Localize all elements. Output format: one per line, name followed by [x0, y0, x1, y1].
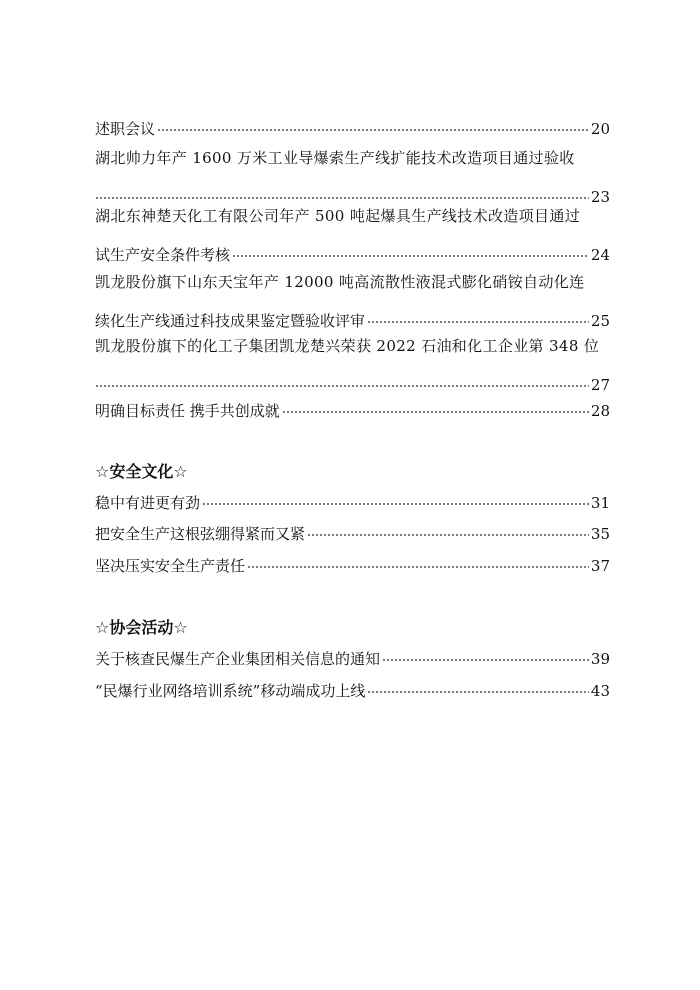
dot-leader: [232, 240, 589, 260]
toc-entry-page: 23: [590, 188, 610, 206]
toc-entry-title: 关于核查民爆生产企业集团相关信息的通知: [95, 650, 381, 668]
toc-entry-title: 坚决压实安全生产责任: [95, 557, 246, 575]
section-heading-association-activities: ☆协会活动☆: [95, 618, 188, 637]
toc-entry-title: 湖北帅力年产 1600 万米工业导爆索生产线扩能技术改造项目通过验收: [95, 149, 575, 167]
toc-entry-title: 湖北东神楚天化工有限公司年产 500 吨起爆具生产线技术改造项目通过: [95, 207, 581, 225]
dot-leader: [307, 519, 589, 539]
toc-entry-title: 凯龙股份旗下山东天宝年产 12000 吨高流散性液混式膨化硝铵自动化连: [95, 273, 585, 291]
toc-entry-title: “民爆行业网络培训系统”移动端成功上线: [95, 682, 366, 700]
dot-leader: [157, 114, 589, 134]
toc-entry[interactable]: [95, 206, 610, 264]
toc-entry[interactable]: [95, 519, 610, 543]
toc-entry-page: 43: [590, 682, 610, 700]
toc-entry[interactable]: [95, 148, 610, 206]
toc-entry-title: 明确目标责任 携手共创成就: [95, 402, 280, 420]
toc-entry-page: 37: [590, 557, 610, 575]
toc-entry[interactable]: [95, 551, 610, 575]
toc-entry[interactable]: [95, 272, 610, 330]
toc-entry-title-cont: 续化生产线通过科技成果鉴定暨验收评审: [95, 312, 366, 330]
toc-entry-title: 稳中有进更有劲: [95, 494, 201, 512]
toc-entry-page: 35: [590, 525, 610, 543]
dot-leader: [247, 551, 589, 571]
toc-entry-title: 凯龙股份旗下的化工子集团凯龙楚兴荣获 2022 石油和化工企业第 348 位: [95, 337, 600, 355]
toc-entry-title-cont: 试生产安全条件考核: [95, 246, 231, 264]
dot-leader: [382, 644, 589, 664]
toc-entry-title: 述职会议: [95, 120, 156, 138]
toc-entry[interactable]: [95, 396, 610, 420]
toc-entry-page: 20: [590, 120, 610, 138]
toc-entry-page: 31: [590, 494, 610, 512]
dot-leader: [202, 488, 589, 508]
toc-entry[interactable]: [95, 336, 610, 394]
dot-leader: [367, 676, 589, 696]
dot-leader: [282, 396, 589, 416]
dot-leader: [95, 370, 589, 390]
toc-entry-title: 把安全生产这根弦绷得紧而又紧: [95, 525, 306, 543]
toc-entry-page: 39: [590, 650, 610, 668]
toc-entry[interactable]: [95, 114, 610, 138]
dot-leader: [95, 182, 589, 202]
toc-entry[interactable]: [95, 644, 610, 668]
toc-entry[interactable]: [95, 488, 610, 512]
section-heading-safety-culture: ☆安全文化☆: [95, 462, 188, 481]
toc-entry[interactable]: [95, 676, 610, 700]
toc-entry-page: 25: [590, 312, 610, 330]
toc-entry-page: 28: [590, 402, 610, 420]
toc-entry-page: 27: [590, 376, 610, 394]
toc-entry-page: 24: [590, 246, 610, 264]
dot-leader: [367, 306, 589, 326]
